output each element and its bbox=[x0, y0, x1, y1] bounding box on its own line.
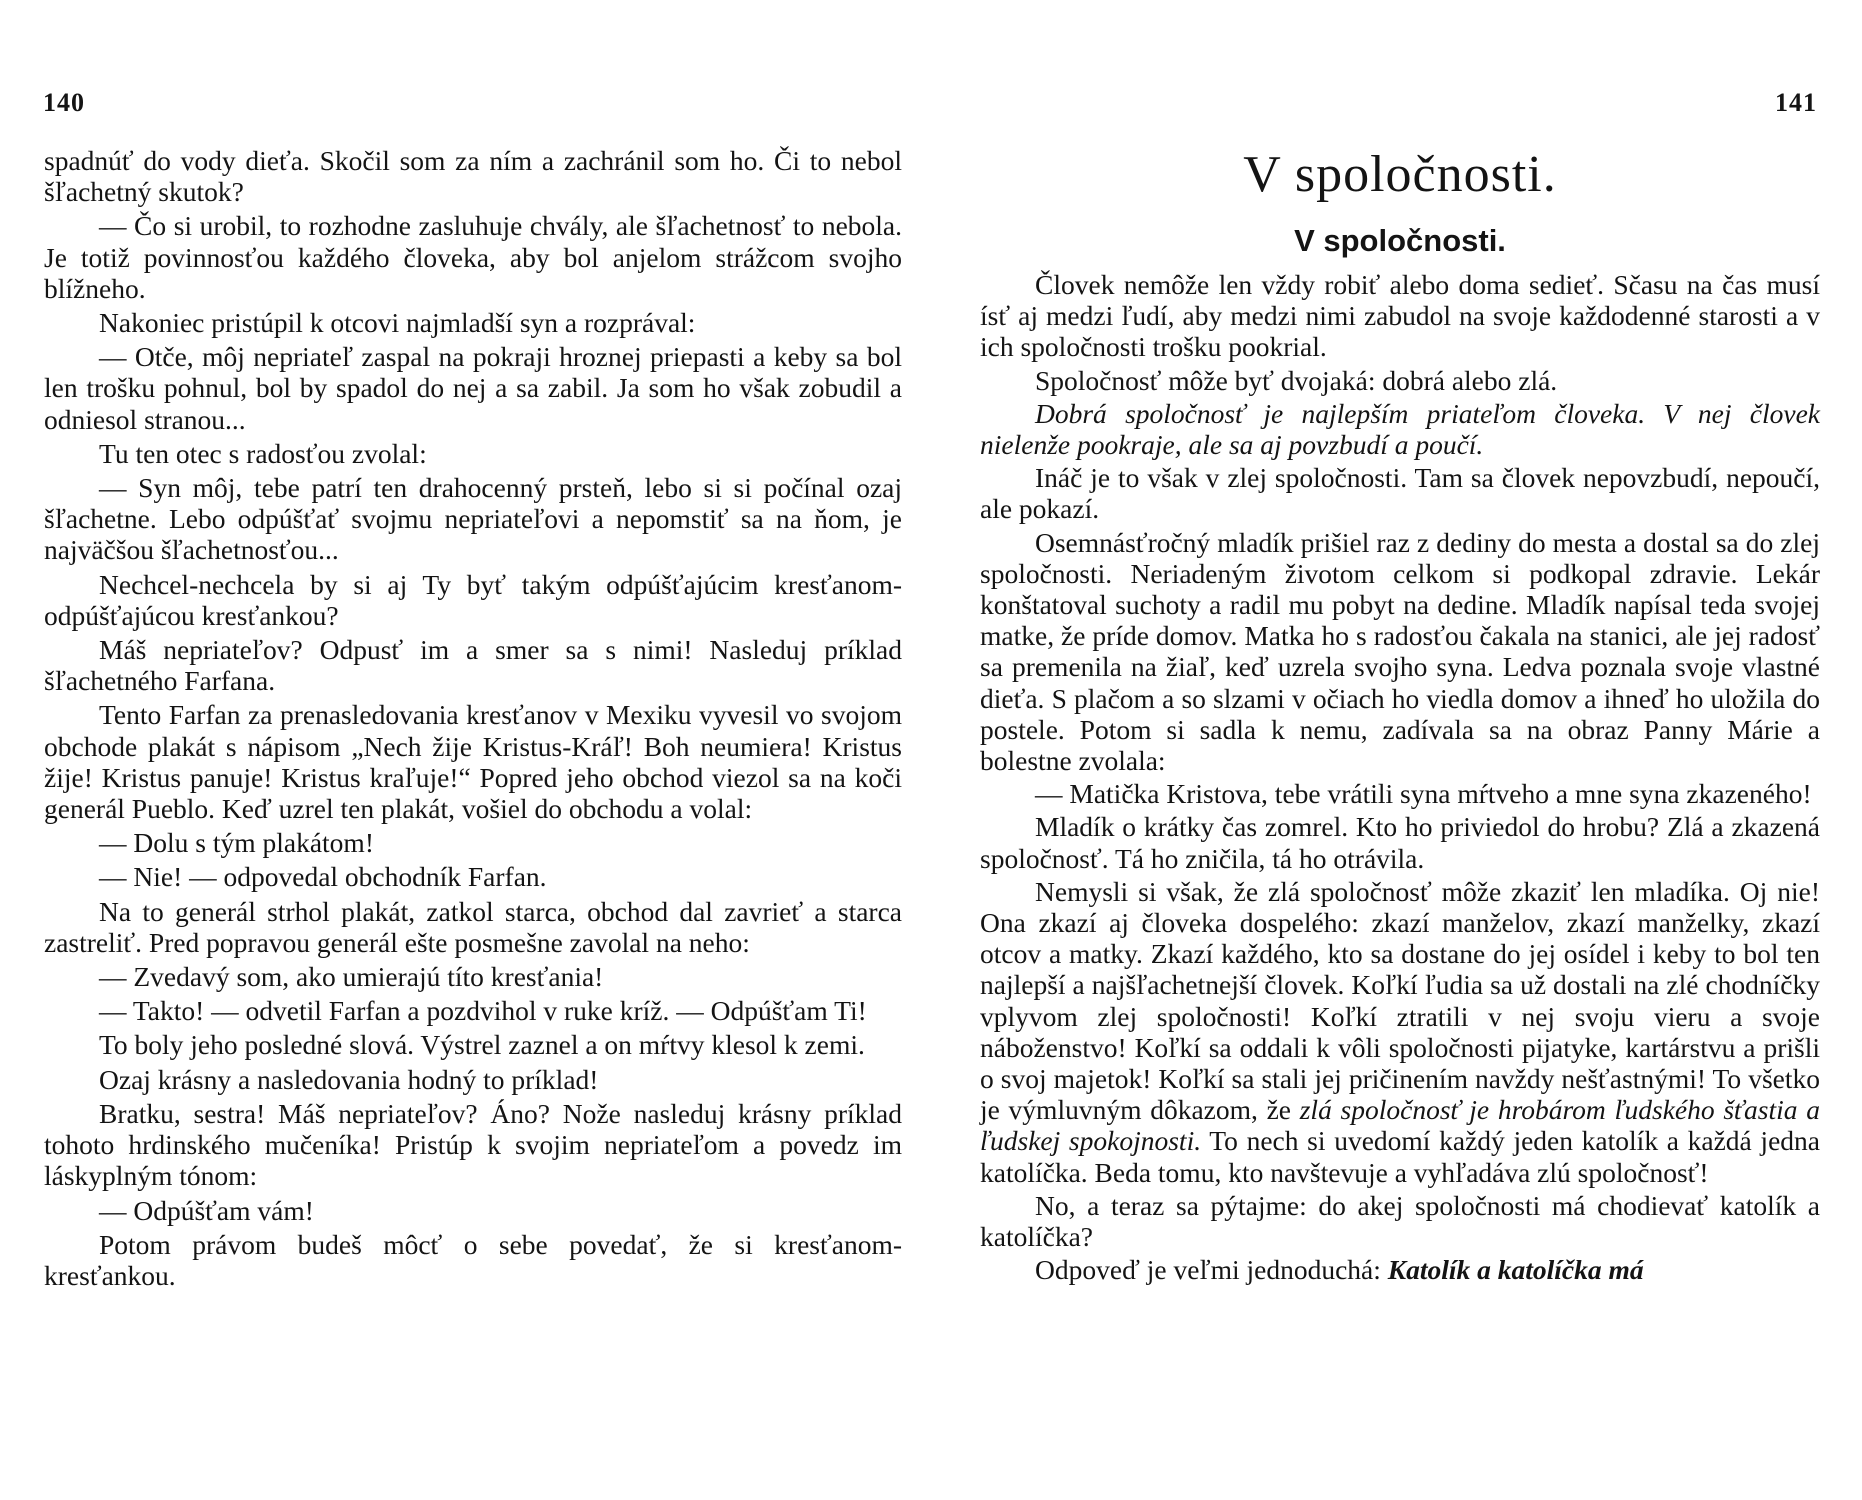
left-page-text bbox=[44, 145, 902, 1294]
page-number-left: 140 bbox=[43, 88, 85, 117]
paragraph: Bratku, sestra! Máš nepriateľov? Áno? Nože nasleduj krásny príklad tohoto hrdinského mučeníka! Pristúp k svojim nepriateľom a povedz im láskyplným tónom: bbox=[44, 1097, 902, 1192]
paragraph: Nechcel-nechcela by si aj Ty byť takým odpúšťajúcim kresťanom-odpúšťajúcou kresťankou? bbox=[44, 568, 902, 631]
paragraph: Spoločnosť môže byť dvojaká: dobrá alebo zlá. bbox=[1035, 364, 1558, 396]
paragraph: No, a teraz sa pýtajme: do akej spoločnosti má chodievať katolík a katolíčka? bbox=[980, 1189, 1820, 1253]
paragraph: Ináč je to však v zlej spoločnosti. Tam sa človek nepovzbudí, nepoučí, ale pokazí. bbox=[980, 462, 1820, 525]
paragraph bbox=[980, 876, 1820, 1188]
paragraph: Ozaj krásny a nasledovania hodný to príklad! bbox=[99, 1063, 599, 1095]
chapter-title: V spoločnosti. bbox=[1243, 146, 1557, 203]
paragraph-text: Nemysli si však, že zlá spoločnosť môže zkaziť len mladíka. Oj nie! Ona zkazí aj človeka dospelého: zkazí manželov, zkazí manželky, zkazí otcov a matky. Zkazí každého, kto sa dostane do jej osídel i keby to bol ten najlepší a najšľachetnejší človek. Koľkí ľudia sa už dostali na zlé chodníčky vplyvom zlej spoločnosti! Koľkí ztratili v nej svoju vieru a svoje náboženstvo! Koľkí sa oddali k vôli spoločnosti pijatyke, kartárstvu a prišli o svoj majetok! Koľkí sa stali jej pričinením navždy nešťastnými! To všetko je výmluvným dôkazom, že bbox=[980, 875, 1820, 1126]
paragraph: Tu ten otec s radosťou zvolal: bbox=[99, 437, 427, 469]
paragraph bbox=[980, 1254, 1820, 1285]
paragraph: spadnúť do vody dieťa. Skočil som za ním a zachránil som ho. Či to nebol šľachetný skutok? bbox=[44, 145, 902, 208]
paragraph: To boly jeho posledné slová. Výstrel zaznel a on mŕtvy klesol k zemi. bbox=[99, 1029, 865, 1061]
paragraph: — Nie! — odpovedal obchodník Farfan. bbox=[99, 861, 547, 893]
paragraph: Mladík o krátky čas zomrel. Kto ho priviedol do hrobu? Zlá a zkazená spoločnosť. Tá ho zničila, tá ho otrávila. bbox=[980, 811, 1820, 874]
paragraph: — Čo si urobil, to rozhodne zasluhuje chvály, ale šľachetnosť to nebola. Je totiž povinnosťou každého človeka, aby bol anjelom strážcom svojho blížneho. bbox=[44, 210, 902, 304]
paragraph: — Zvedavý som, ako umierajú títo kresťania! bbox=[99, 961, 604, 993]
paragraph: Potom právom budeš môcť o sebe povedať, že si kresťanom-kresťankou. bbox=[44, 1228, 902, 1291]
right-page-text bbox=[980, 145, 1820, 1288]
paragraph-emphasis: zlá spoločnosť je hrobárom ľudského šťastia a ľudskej spokojnosti. bbox=[980, 1094, 1820, 1157]
paragraph: Na to generál strhol plakát, zatkol starca, obchod dal zavrieť a starca zastreliť. Pred popravou generál ešte posmešne zavolal na neho: bbox=[44, 895, 902, 958]
paragraph: Tento Farfan za prenasledovania kresťanov v Mexiku vyvesil vo svojom obchode plakát s nápisom „Nech žije Kristus-Kráľ! Boh neumiera! Kristus žije! Kristus panuje! Kristus kraľuje!“ Popred jeho obchod viezol sa na koči generál Pueblo. Keď uzrel ten plakát, vošiel do obchodu a volal: bbox=[44, 699, 902, 825]
paragraph-text: To nech si uvedomí každý jeden katolík a každá jedna katolíčka. Beda tomu, kto navštevuje a vyhľadáva zlú spoločnosť! bbox=[980, 1125, 1820, 1188]
chapter-subtitle: V spoločnosti. bbox=[1294, 223, 1506, 258]
paragraph: — Dolu s tým plakátom! bbox=[99, 827, 374, 859]
paragraph: Osemnásťročný mladík prišiel raz z dediny do mesta a dostal sa do zlej spoločnosti. Neriadeným životom celkom si podkopal zdravie. Lekár konštatoval suchoty a radil mu pobyt na dedine. Mladík napísal teda svojej matke, že príde domov. Matka ho s radosťou čakala na stanici, ale jej radosť sa premenila na žiaľ, keď uzrela svojho syna. Ledva poznala svoje vlastné dieťa. S plačom a so slzami v očiach ho viedla domov a ihneď ho uložila do postele. Potom si sadla k nemu, zadívala sa na obraz Panny Márie a bolestne zvolala: bbox=[980, 526, 1820, 777]
paragraph: Nakoniec pristúpil k otcovi najmladší syn a rozprával: bbox=[99, 307, 696, 339]
paragraph: — Otče, môj nepriateľ zaspal na pokraji hroznej priepasti a keby sa bol len trošku pohnul, bol by spadol do nej a sa zabil. Ja som ho však zobudil a odniesol stranou... bbox=[44, 341, 902, 435]
paragraph: — Takto! — odvetil Farfan a pozdvihol v ruke kríž. — Odpúšťam Ti! bbox=[99, 995, 867, 1027]
paragraph: — Syn môj, tebe patrí ten drahocenný prsteň, lebo si si počínal ozaj šľachetne. Lebo odpúšťať svojmu nepriateľovi a nepomstiť sa na ňom, je najväčšou šľachetnosťou... bbox=[44, 472, 902, 566]
paragraph: Dobrá spoločnosť je najlepším priateľom človeka. V nej človek nielenže pookraje, ale sa aj povzbudí a poučí. bbox=[980, 397, 1820, 461]
paragraph-text: Odpoveď je veľmi jednoduchá: bbox=[1035, 1254, 1381, 1286]
paragraph: Človek nemôže len vždy robiť alebo doma sedieť. Sčasu na čas musí ísť aj medzi ľudí, aby medzi nimi zabudol na svoje každodenné starosti a v ich spoločnosti trošku pookrial. bbox=[980, 269, 1820, 363]
paragraph: — Matička Kristova, tebe vrátili syna mŕtveho a mne syna zkazeného! bbox=[1035, 778, 1812, 810]
paragraph: Máš nepriateľov? Odpusť im a smer sa s nimi! Nasleduj príklad šľachetného Farfana. bbox=[44, 634, 902, 697]
paragraph: — Odpúšťam vám! bbox=[99, 1194, 314, 1226]
paragraph-emphasis: Katolík a katolíčka má bbox=[1387, 1254, 1644, 1286]
page-number-right: 141 bbox=[1775, 88, 1817, 117]
